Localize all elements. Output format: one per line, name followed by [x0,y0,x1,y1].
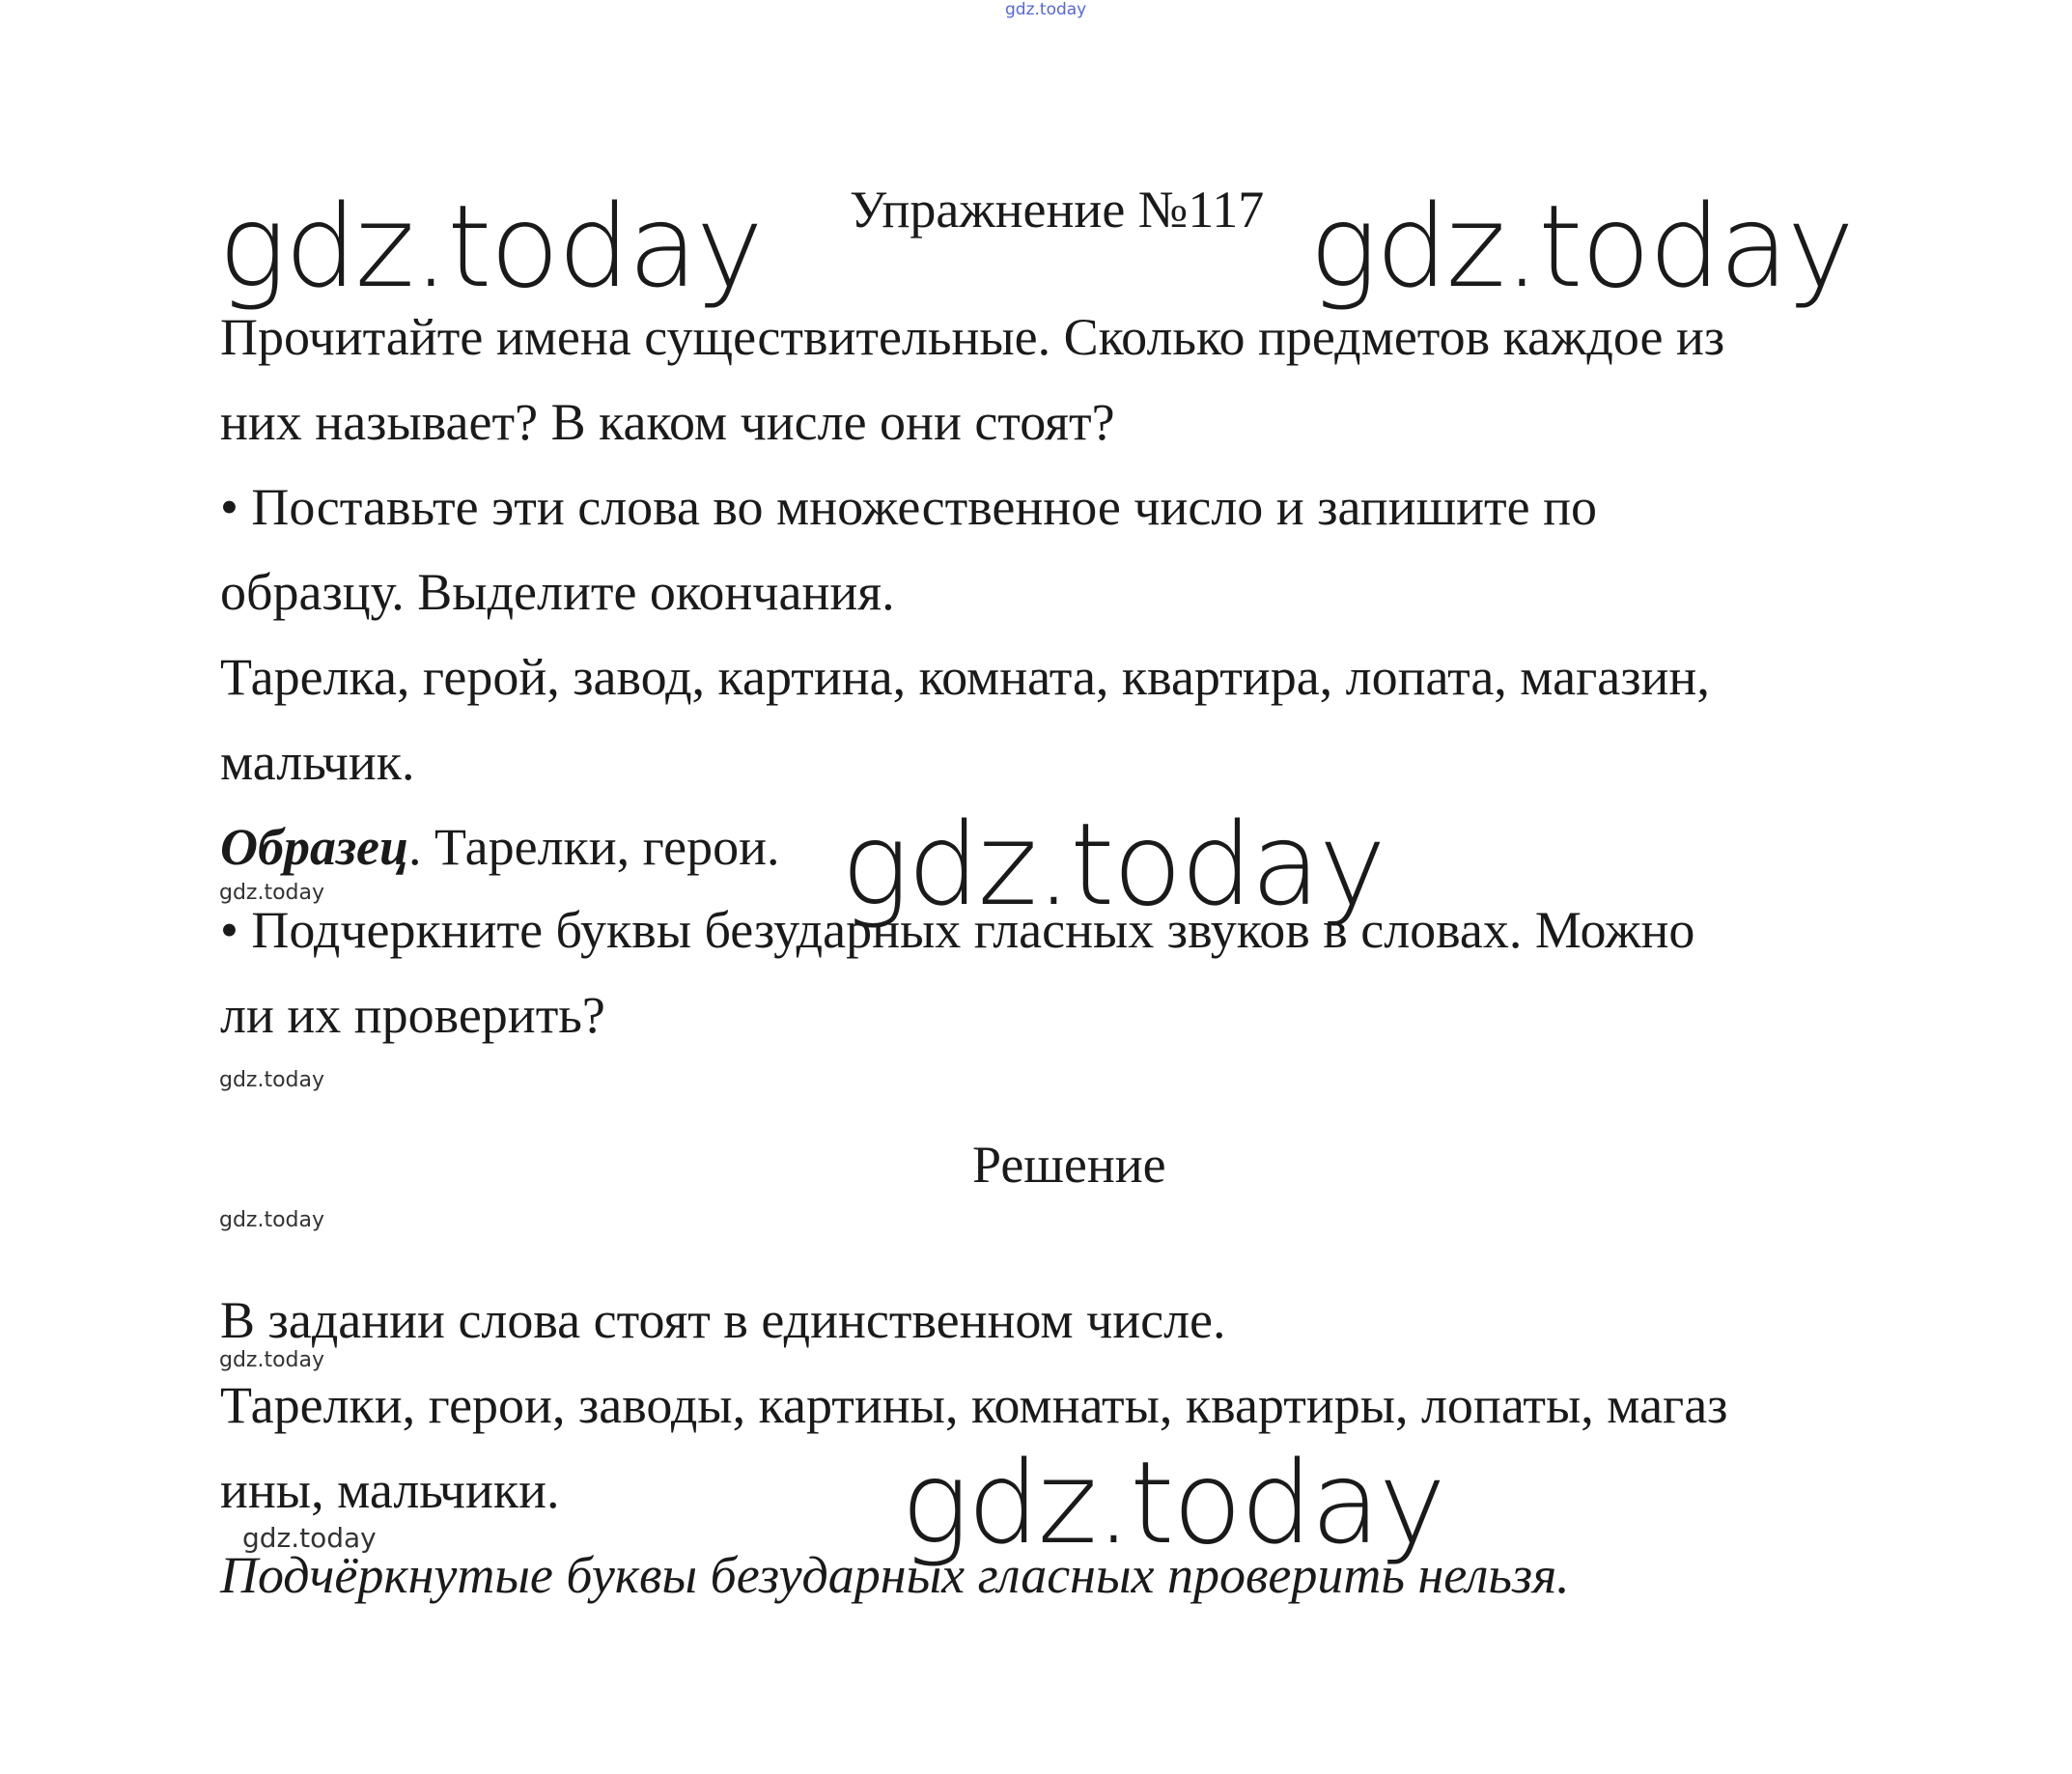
watermark-large: gdz.today [841,798,1385,931]
sample-text: . Тарелки, герои. [408,818,780,876]
task-line: образцу. Выделите окончания. [220,563,895,621]
watermark-small: gdz.today [219,1068,325,1092]
solution-line: Тарелки, герои, заводы, картины, комнаты, квартиры, лопаты, магаз [220,1376,1728,1434]
watermark-small: gdz.today [242,1522,377,1554]
task-line: Тарелка, герой, завод, картина, комната, квартира, лопата, магазин, [220,648,1710,706]
task-line: ли их проверить? [220,986,605,1044]
watermark-large: gdz.today [1309,180,1853,313]
task-line: Прочитайте имена существительные. Сколько предметов каждое из [220,308,1725,366]
watermark-large: gdz.today [901,1436,1444,1569]
watermark-small: gdz.today [219,1348,325,1372]
watermark-small: gdz.today [219,1208,325,1232]
sample-line [220,804,779,889]
task-line: мальчик. [220,733,415,791]
solution-heading: Решение [972,1136,1166,1194]
solution-line: В задании слова стоят в единственном числе. [220,1291,1226,1349]
watermark-small: gdz.today [219,881,325,905]
task-line: • Подчеркните буквы безударных гласных звуков в словах. Можно [220,901,1695,959]
solution-line: ины, мальчики. [220,1461,560,1519]
sample-label: Образец [220,818,409,876]
exercise-title: Упражнение №117 [850,181,1265,239]
task-line: • Поставьте эти слова во множественное число и запишите по [220,478,1598,536]
watermark-large: gdz.today [218,180,762,313]
solution-note: Подчёркнутые буквы безударных гласных проверить нельзя. [220,1546,1570,1604]
watermark-top: gdz.today [1005,0,1087,19]
task-line: них называет? В каком числе они стоят? [220,393,1115,451]
